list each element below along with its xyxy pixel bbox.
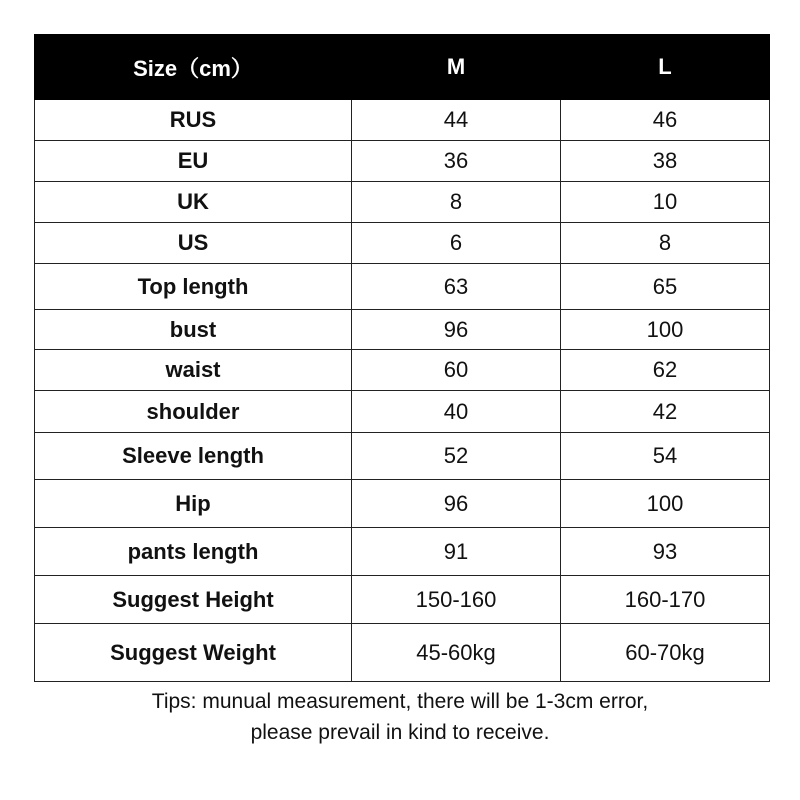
header-size-cm: Size（cm）: [35, 35, 352, 100]
row-label: RUS: [35, 100, 352, 141]
row-value-m: 6: [352, 223, 561, 264]
row-label: Suggest Weight: [35, 624, 352, 682]
row-value-l: 54: [561, 433, 770, 480]
table-row: [35, 528, 770, 576]
row-value-l: 62: [561, 350, 770, 391]
row-label: Sleeve length: [35, 433, 352, 480]
row-value-l: 60-70kg: [561, 624, 770, 682]
row-value-m: 63: [352, 264, 561, 310]
row-value-m: 150-160: [352, 576, 561, 624]
row-value-l: 100: [561, 310, 770, 350]
row-value-m: 40: [352, 391, 561, 433]
table-row: [35, 223, 770, 264]
row-value-l: 100: [561, 480, 770, 528]
row-value-m: 96: [352, 480, 561, 528]
row-value-l: 10: [561, 182, 770, 223]
row-label: UK: [35, 182, 352, 223]
table-row: [35, 391, 770, 433]
row-label: waist: [35, 350, 352, 391]
table-row: [35, 100, 770, 141]
row-label: Hip: [35, 480, 352, 528]
header-size-m: M: [352, 35, 561, 100]
row-value-l: 46: [561, 100, 770, 141]
tips-line-1: Tips: munual measurement, there will be 1-3cm error,: [151, 690, 649, 713]
row-value-m: 91: [352, 528, 561, 576]
table-row: [35, 480, 770, 528]
table-row: [35, 624, 770, 682]
table-row: [35, 576, 770, 624]
row-label: bust: [35, 310, 352, 350]
row-value-m: 60: [352, 350, 561, 391]
row-value-m: 96: [352, 310, 561, 350]
row-value-l: 38: [561, 141, 770, 182]
table-row: [35, 264, 770, 310]
table-row: [35, 141, 770, 182]
tips-line-2: please prevail in kind to receive.: [250, 721, 550, 744]
header-size-l: L: [561, 35, 770, 100]
row-label: EU: [35, 141, 352, 182]
row-value-l: 93: [561, 528, 770, 576]
row-value-m: 45-60kg: [352, 624, 561, 682]
table-header-row: [35, 35, 770, 100]
measurement-tips: [0, 686, 800, 748]
row-value-m: 44: [352, 100, 561, 141]
row-label: shoulder: [35, 391, 352, 433]
size-chart-table: [34, 34, 770, 682]
row-label: pants length: [35, 528, 352, 576]
table-row: [35, 182, 770, 223]
row-label: US: [35, 223, 352, 264]
row-value-l: 42: [561, 391, 770, 433]
row-value-m: 52: [352, 433, 561, 480]
row-value-l: 8: [561, 223, 770, 264]
row-label: Suggest Height: [35, 576, 352, 624]
row-value-m: 36: [352, 141, 561, 182]
row-value-l: 65: [561, 264, 770, 310]
table-row: [35, 310, 770, 350]
row-value-l: 160-170: [561, 576, 770, 624]
row-value-m: 8: [352, 182, 561, 223]
table-row: [35, 350, 770, 391]
row-label: Top length: [35, 264, 352, 310]
table-row: [35, 433, 770, 480]
